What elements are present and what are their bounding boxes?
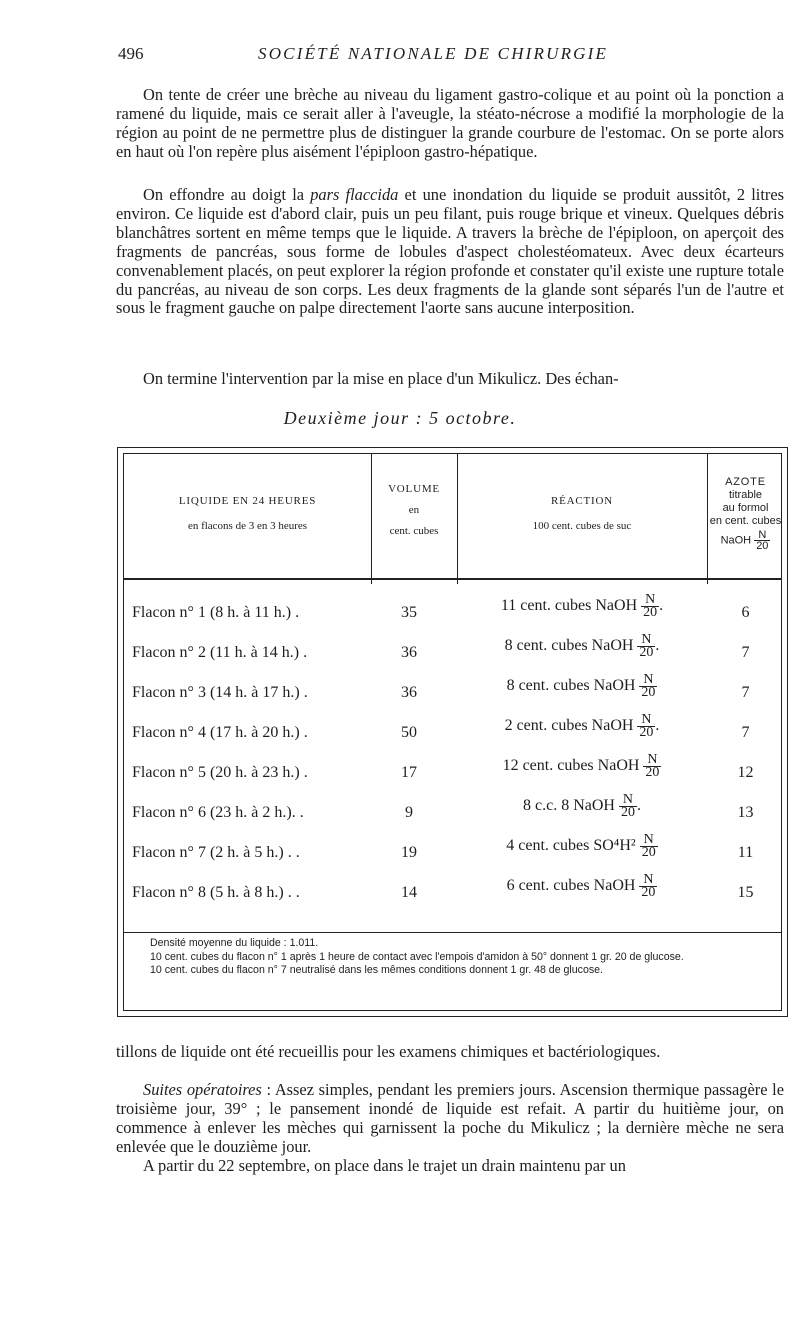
- cell-reaction-fraction: $\frac{N}{20}$: [639, 712, 654, 740]
- cell-flacon: Flacon n° 2 (11 h. à 14 h.) .: [132, 644, 308, 661]
- cell-reaction-text: 8 cent. cubes NaOH: [504, 637, 634, 655]
- header-col4-reagent-text: NaOH: [720, 534, 752, 547]
- header-col3-line1: RÉACTION: [550, 495, 613, 507]
- footnote-1: Densité moyenne du liquide : 1.011.: [150, 937, 319, 949]
- header-col1-line1: LIQUIDE EN 24 HEURES: [178, 495, 317, 507]
- cell-azote: 15: [737, 884, 754, 901]
- cell-flacon: Flacon n° 5 (20 h. à 23 h.) .: [132, 764, 308, 781]
- cell-volume: 36: [401, 644, 417, 661]
- paragraph-6-text: A partir du 22 septembre, on place dans le trajet un drain maintenu par un: [143, 1156, 626, 1175]
- table-row: [124, 634, 781, 674]
- cell-flacon: Flacon n° 7 (2 h. à 5 h.) . .: [132, 844, 300, 861]
- cell-reaction-suffix: .: [655, 717, 660, 735]
- data-table-inner: [123, 453, 782, 1011]
- cell-azote: 6: [741, 604, 750, 621]
- table-row: [124, 674, 781, 714]
- header-col4-line1: AZOTE: [725, 476, 766, 488]
- cell-flacon: Flacon n° 6 (23 h. à 2 h.). .: [132, 804, 304, 821]
- header-col-azote: [707, 476, 784, 551]
- cell-azote: 12: [737, 764, 754, 781]
- cell-volume: 17: [401, 764, 417, 781]
- cell-reaction-fraction: $\frac{N}{20}$: [641, 832, 656, 860]
- paragraph-2-italic: pars flaccida: [310, 185, 399, 204]
- cell-volume: 36: [401, 684, 417, 701]
- header-col4-reagent: [707, 530, 784, 551]
- cell-reaction: [457, 794, 707, 819]
- cell-reaction-text: 8 cent. cubes NaOH: [506, 677, 636, 695]
- cell-azote: 13: [737, 804, 754, 821]
- header-col4-line2: titrable: [728, 489, 763, 501]
- cell-volume: 35: [401, 604, 417, 621]
- header-col4-line3: au formol: [722, 502, 769, 514]
- paragraph-4-text: tillons de liquide ont été recueillis pour les examens chimiques et bactériologiques.: [116, 1042, 661, 1061]
- cell-flacon: Flacon n° 1 (8 h. à 11 h.) .: [132, 604, 300, 621]
- cell-reaction-suffix: .: [655, 637, 660, 655]
- table-row: [124, 874, 781, 914]
- header-col2-line2: en: [408, 504, 420, 516]
- cell-reaction-text: 11 cent. cubes NaOH: [500, 597, 638, 615]
- cell-reaction-fraction: $\frac{N}{20}$: [643, 592, 658, 620]
- paragraph-6: [116, 1157, 784, 1176]
- cell-flacon: Flacon n° 8 (5 h. à 8 h.) . .: [132, 884, 300, 901]
- subheading: Deuxième jour : 5 octobre.: [283, 408, 517, 428]
- paragraph-3: [116, 370, 784, 389]
- header-col4-line4: en cent. cubes: [709, 515, 782, 527]
- cell-reaction-text: 4 cent. cubes SO⁴H²: [506, 837, 636, 855]
- cell-volume: 14: [401, 884, 417, 901]
- header-col-reaction: [457, 494, 707, 534]
- table-row: [124, 714, 781, 754]
- header-col3-line2: 100 cent. cubes de suc: [532, 520, 632, 532]
- paragraph-3-text: On termine l'intervention par la mise en place d'un Mikulicz. Des échan-: [143, 369, 619, 388]
- page-number: 496: [118, 44, 144, 63]
- paragraph-1-text: On tente de créer une brèche au niveau du ligament gastro-colique et au point où la ponction a ramené du liquide, mais ce serait aller à l'aveugle, la stéato-nécrose a modifié la morphologie de la région au point de ne permettre plus de distinguer la grande courbure de l'estomac. On se porte alors en haut où l'on repère plus aisément l'épiploon gastro-hépatique.: [116, 85, 784, 161]
- cell-volume: 50: [401, 724, 417, 741]
- cell-reaction-fraction: $\frac{N}{20}$: [639, 632, 654, 660]
- cell-reaction: [457, 754, 707, 779]
- cell-reaction-text: 8 c.c. 8 NaOH: [523, 797, 615, 815]
- paragraph-2-text-a: On effondre au doigt la: [143, 185, 311, 204]
- cell-reaction-text: 2 cent. cubes NaOH: [504, 717, 634, 735]
- cell-reaction: [457, 634, 707, 659]
- cell-reaction: [457, 714, 707, 739]
- cell-azote: 11: [737, 844, 754, 861]
- cell-azote: 7: [741, 644, 750, 661]
- footnote-rule: [124, 932, 781, 933]
- cell-azote: 7: [741, 724, 750, 741]
- paragraph-2-text-b: et une inondation du liquide se produit aussitôt, 2 litres environ. Ce liquide est d'abord clair, puis un peu filant, puis rouge brique et vineux. Quelques débris blanchâtres sortent en même temps que le liquide. A travers la brèche de l'épiploon, on aperçoit des fragments de pancréas, sous forme de lobules d'aspect cholestéomateux. Avec deux écarteurs convenablement placés, on peut explorer la région profonde et constater qu'il existe une rupture totale du pancréas, au niveau de son corps. Les deux fragments de la glande sont séparés l'un de l'autre et sous le fragment gauche on palpe directement l'aorte sans aucune interposition.: [116, 185, 784, 318]
- paragraph-1: [116, 86, 784, 162]
- table-row: [124, 594, 781, 634]
- table-row: [124, 794, 781, 834]
- paragraph-4: [116, 1043, 784, 1062]
- cell-reaction-fraction: $\frac{N}{20}$: [620, 792, 635, 820]
- cell-reaction-suffix: .: [659, 597, 664, 615]
- paragraph-5-text: : Assez simples, pendant les premiers jours. Ascension thermique passagère le troisième jour, 39° ; le pansement inondé de liquide est refait. A partir du huitième jour, on commence à enlever les mèches qui garnissent la poche du Mikulicz ; la dernière mèche ne sera enlevée que le douzième jour.: [116, 1080, 784, 1156]
- cell-reaction: [457, 674, 707, 699]
- cell-flacon: Flacon n° 3 (14 h. à 17 h.) .: [132, 684, 308, 701]
- cell-reaction: [457, 874, 707, 899]
- footnote-3: 10 cent. cubes du flacon n° 7 neutralisé dans les mêmes conditions donnent 1 gr. 48 de glucose.: [150, 964, 603, 976]
- cell-volume: 9: [405, 804, 413, 821]
- header-col2-line1: VOLUME: [388, 483, 440, 495]
- cell-reaction: [457, 594, 707, 619]
- header-rule: [124, 578, 781, 580]
- cell-reaction-suffix: .: [636, 797, 641, 815]
- table-footnotes: [132, 937, 782, 978]
- cell-azote: 7: [741, 684, 750, 701]
- header-col2-line3: cent. cubes: [389, 525, 439, 537]
- header-col1-line2: en flacons de 3 en 3 heures: [187, 520, 308, 532]
- paragraph-5: [116, 1081, 784, 1157]
- header-col4-fraction: $\frac{N}{20}$: [756, 529, 769, 552]
- paragraph-2: [116, 186, 784, 318]
- cell-reaction: [457, 834, 707, 859]
- cell-reaction-fraction: $\frac{N}{20}$: [645, 752, 660, 780]
- cell-reaction-text: 6 cent. cubes NaOH: [506, 877, 636, 895]
- header-col-volume: [371, 482, 457, 539]
- cell-reaction-fraction: $\frac{N}{20}$: [641, 672, 656, 700]
- table-row: [124, 754, 781, 794]
- cell-flacon: Flacon n° 4 (17 h. à 20 h.) .: [132, 724, 308, 741]
- cell-reaction-text: 12 cent. cubes NaOH: [502, 757, 640, 775]
- table-row: [124, 834, 781, 874]
- running-title: SOCIÉTÉ NATIONALE DE CHIRURGIE: [258, 44, 609, 63]
- footnote-2: 10 cent. cubes du flacon n° 1 après 1 heure de contact avec l'empois d'amidon à 50° donnent 1 gr. 20 de glucose.: [150, 950, 684, 963]
- data-table: [117, 447, 788, 1017]
- paragraph-5-italic: Suites opératoires: [143, 1080, 262, 1099]
- cell-reaction-fraction: $\frac{N}{20}$: [641, 872, 656, 900]
- header-col-liquide: [124, 494, 371, 534]
- cell-volume: 19: [401, 844, 417, 861]
